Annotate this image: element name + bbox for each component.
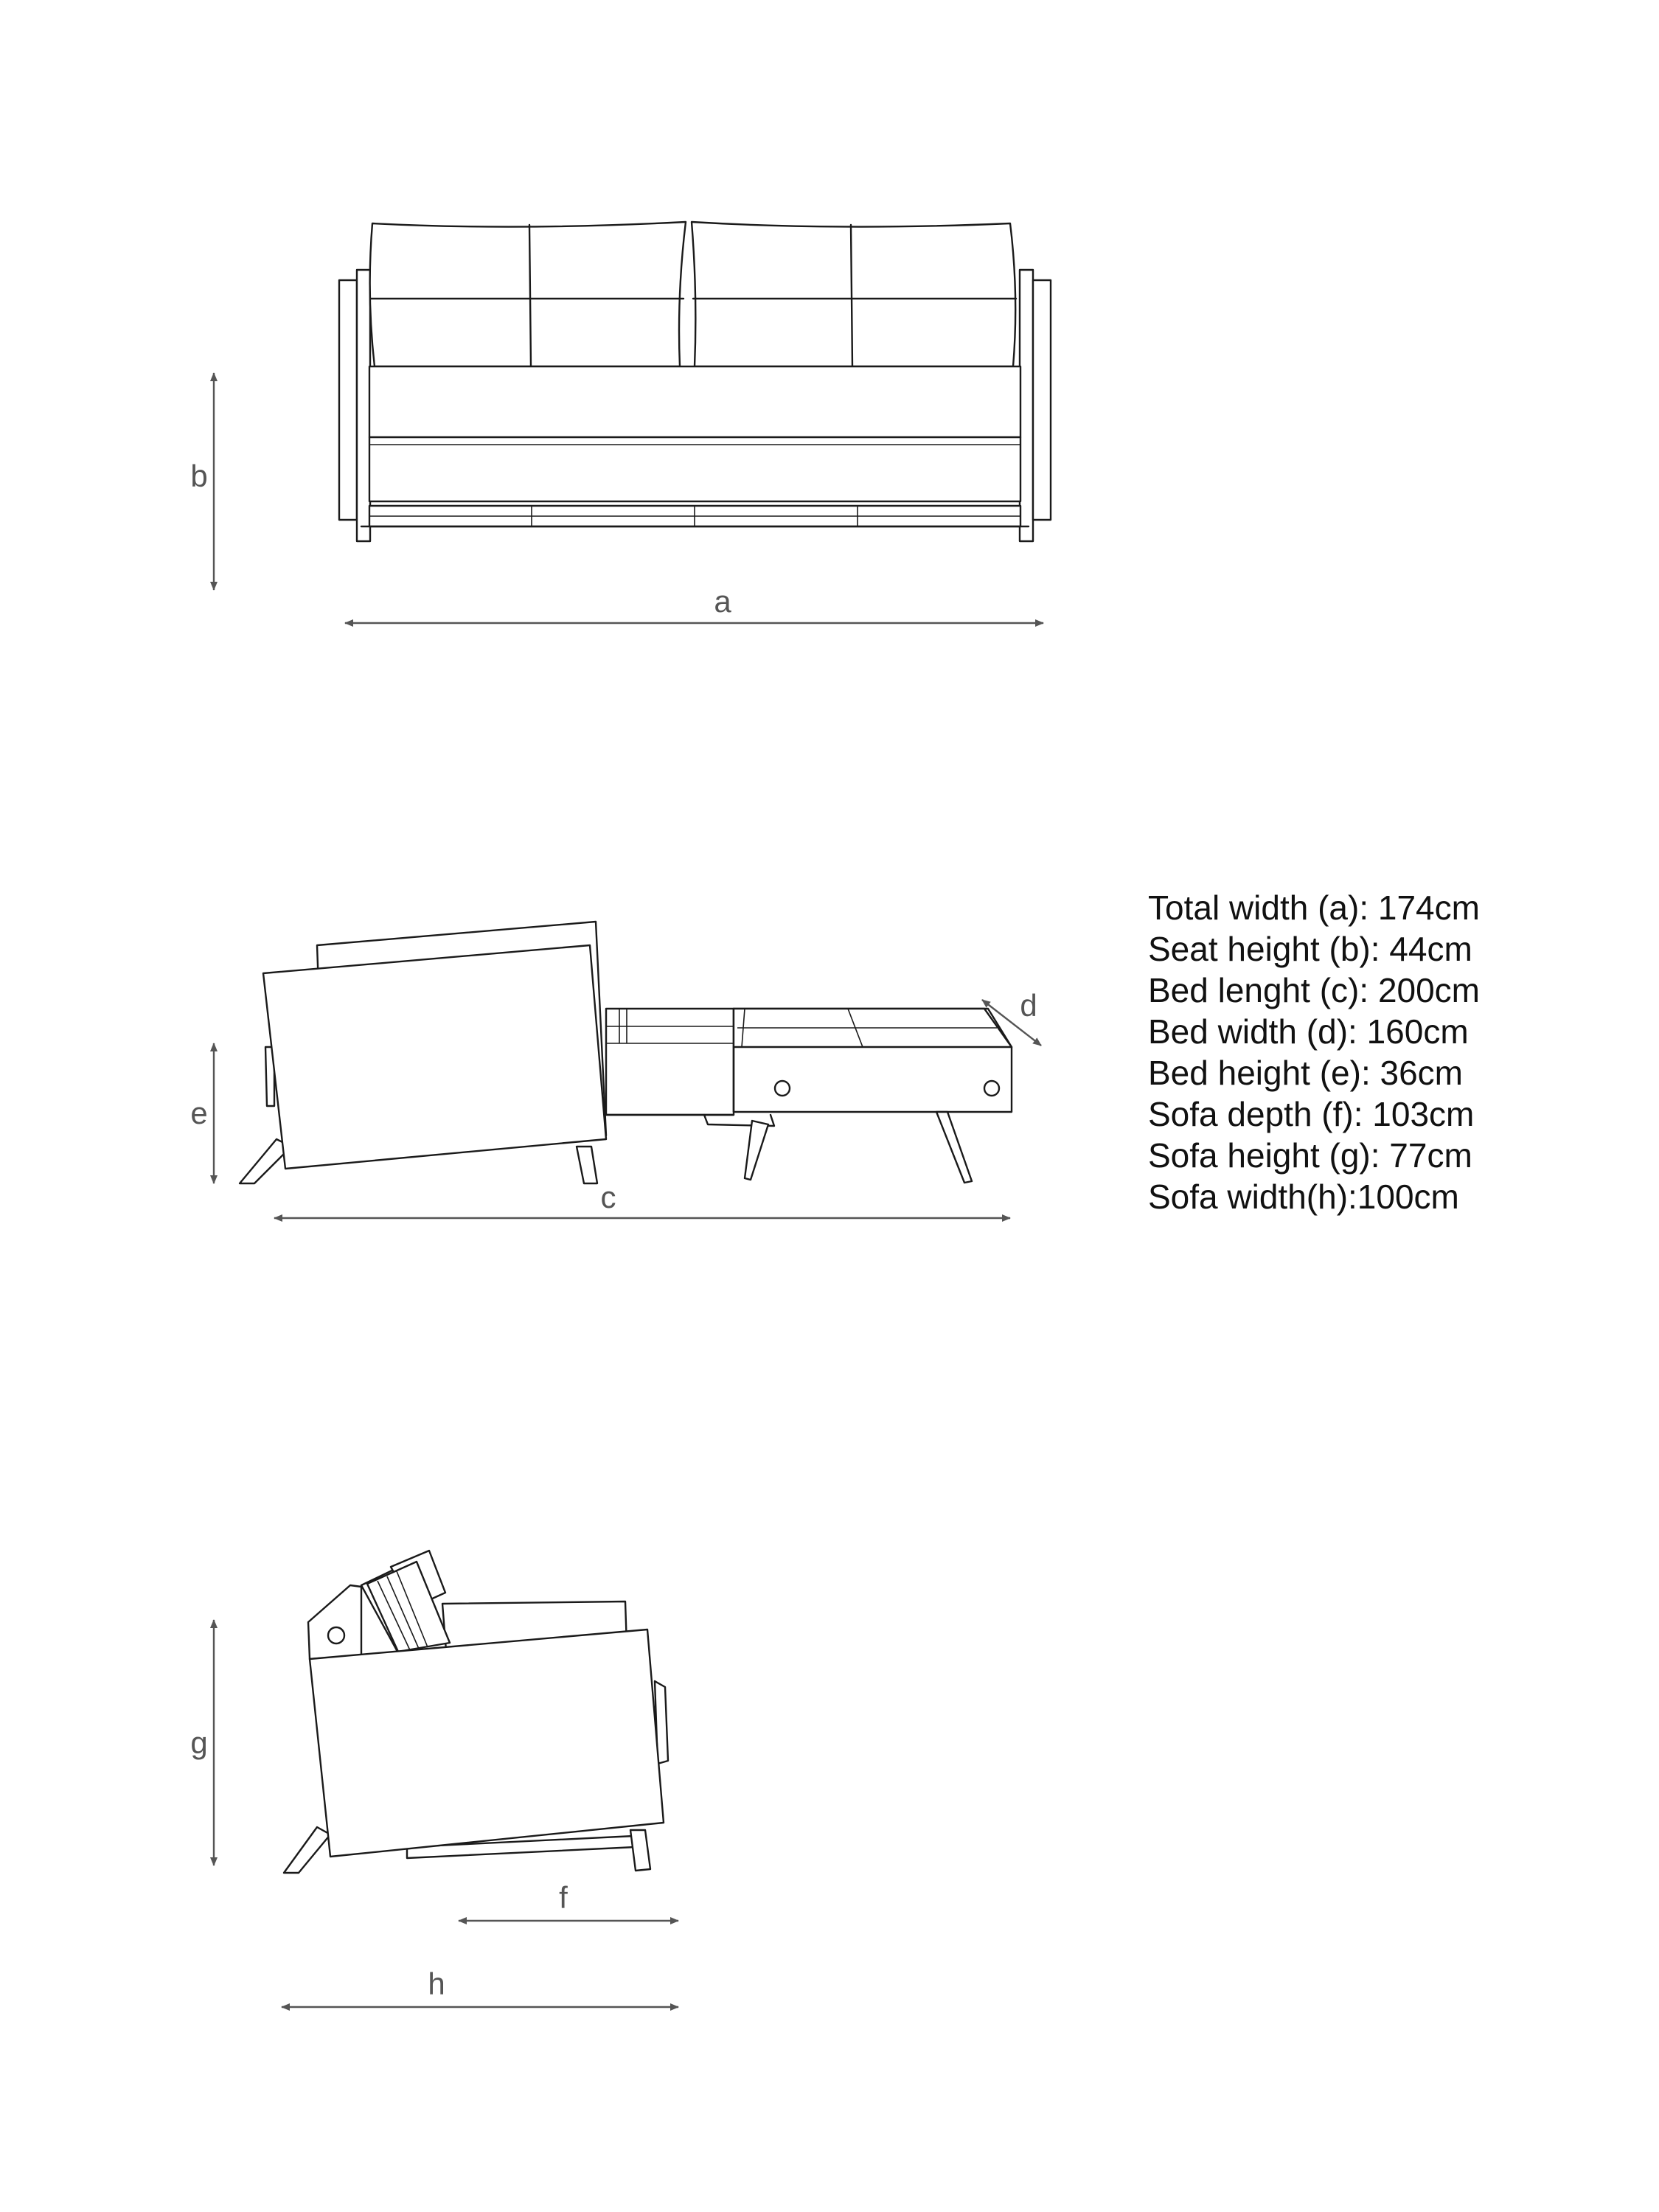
dimension-label-h: h: [428, 1966, 445, 2001]
spec-bed-width: Bed width (d): 160cm: [1148, 1012, 1469, 1051]
spec-total-width: Total width (a): 174cm: [1148, 888, 1480, 927]
spec-sofa-width: Sofa width(h):100cm: [1148, 1178, 1459, 1216]
spec-bed-length: Bed lenght (c): 200cm: [1148, 971, 1481, 1009]
dimension-label-d: d: [1020, 988, 1037, 1023]
sofa-bed-open-side-view: [240, 922, 1012, 1183]
dimension-label-c: c: [600, 1180, 616, 1214]
dimension-label-a: a: [714, 584, 731, 619]
spec-bed-height: Bed height (e): 36cm: [1148, 1054, 1464, 1092]
spec-seat-height: Seat height (b): 44cm: [1148, 930, 1472, 968]
dimension-label-f: f: [559, 1880, 568, 1915]
spec-sofa-height: Sofa height (g): 77cm: [1148, 1136, 1472, 1175]
dimension-label-b: b: [190, 459, 208, 493]
spec-sofa-depth: Sofa depth (f): 103cm: [1148, 1095, 1475, 1133]
dimension-label-g: g: [190, 1725, 208, 1760]
dimension-specifications-list: [1148, 887, 1480, 1217]
sofa-front-view: [339, 222, 1051, 541]
dimension-label-e: e: [190, 1096, 208, 1130]
sofa-closed-side-view: [284, 1551, 668, 1873]
